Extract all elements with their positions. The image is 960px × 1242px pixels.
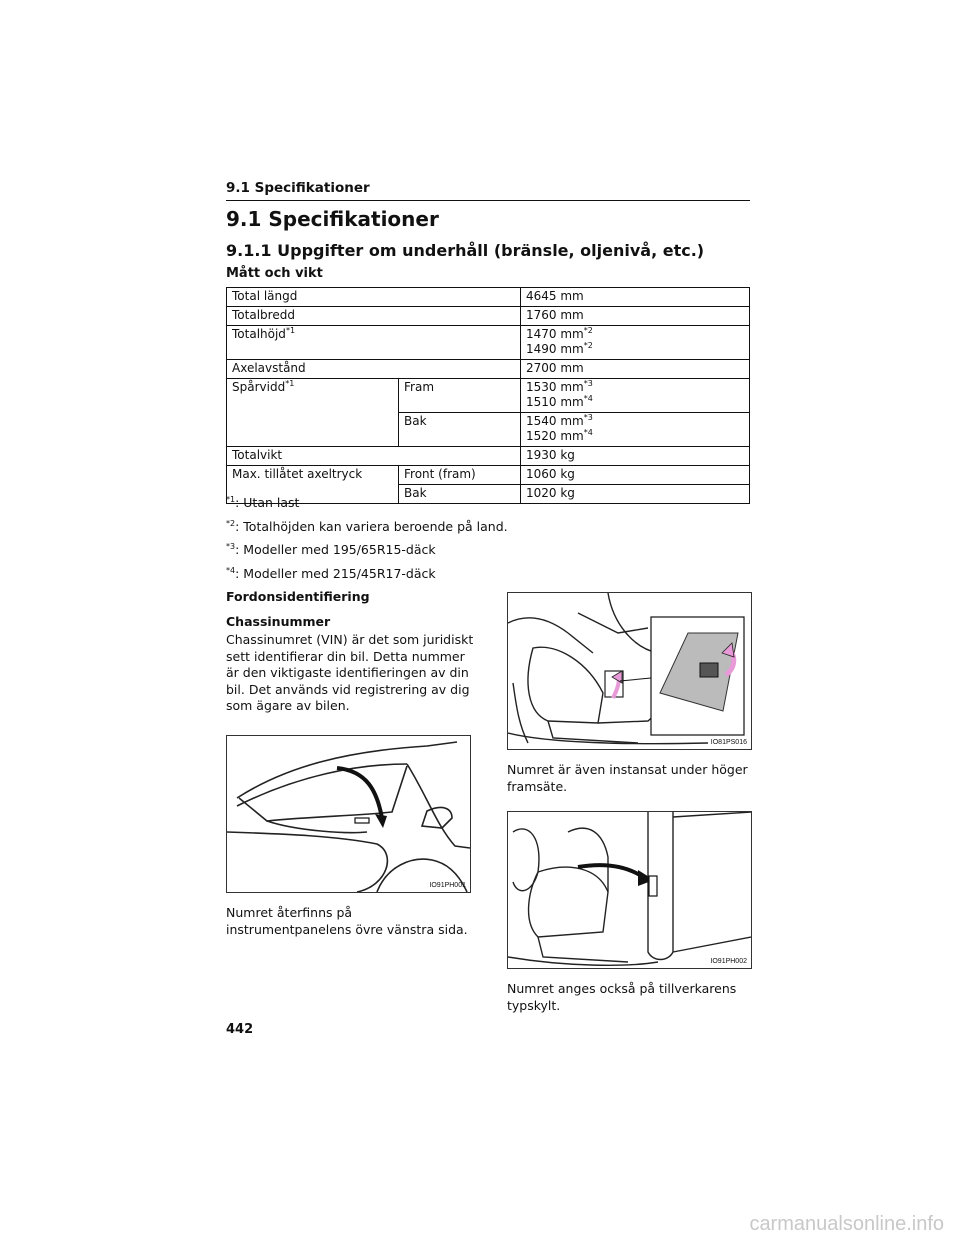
figure-caption: Numret anges också på tillverkarens typskylt. [507,981,737,1013]
row-sublabel: Bak [399,485,521,504]
figure-code: IO91PH001 [429,882,466,889]
under-seat-illustration [508,593,751,749]
section-title: 9.1 Specifikationer [226,207,439,231]
table-row [227,447,750,466]
table-row [227,326,750,360]
figure-under-seat [507,592,752,750]
running-header: 9.1 Specifikationer [226,180,750,201]
footnote: $^{*3}$: Modeller med 195/65R15-däck [226,542,436,558]
footnote: $^{*2}$: Totalhöjden kan variera beroende på land. [226,519,508,535]
row-value: 1020 kg [521,485,750,504]
figure-caption: Numret återfinns på instrumentpanelens övre vänstra sida. [226,905,468,937]
subsection-title: 9.1.1 Uppgifter om underhåll (bränsle, oljenivå, etc.) [226,241,705,260]
type-plate-illustration [508,812,751,968]
row-value: 1760 mm [521,307,750,326]
footnote: $^{*1}$: Utan last [226,495,300,511]
table-row [227,379,750,413]
row-value: 2700 mm [521,360,750,379]
row-sublabel: Fram [399,379,521,413]
row-label: Spårvidd$^{*1}$ [227,379,399,447]
row-value: 1530 $mm^{*3}$ 1510 $mm^{*4}$ [521,379,750,413]
row-value: 1060 kg [521,466,750,485]
figure-code: IO81PS016 [710,739,747,746]
row-sublabel: Bak [399,413,521,447]
table-row [227,360,750,379]
figure-code: IO91PH002 [710,958,747,965]
row-label: Axelavstånd [227,360,521,379]
figure-type-plate [507,811,752,969]
row-label: Totalvikt [227,447,521,466]
table-row [227,466,750,485]
figure-caption: Numret är även instansat under höger framsäte. [507,762,748,794]
row-value: 4645 mm [521,288,750,307]
table-row [227,307,750,326]
dashboard-illustration [227,736,470,892]
page-number: 442 [226,1022,254,1037]
row-label: Totalhöjd$^{*1}$ [227,326,521,360]
chassis-paragraph: Chassinumret (VIN) är det som juridiskt sett identifierar din bil. Detta nummer är den viktigaste identifieringen av din bil. Det används vid registrering av dig som ägare av bilen. [226,632,474,713]
row-value: 1930 kg [521,447,750,466]
row-label: Total längd [227,288,521,307]
table-row [227,288,750,307]
vehicle-id-heading: Fordonsidentifiering [226,589,370,604]
figure-dashboard [226,735,471,893]
spec-table [226,287,750,504]
row-sublabel: Front (fram) [399,466,521,485]
row-label: Max. tillåtet axeltryck [227,466,399,504]
row-value: 1470 $mm^{*2}$ 1490 $mm^{*2}$ [521,326,750,360]
chassis-heading: Chassinummer [226,614,331,629]
table-heading: Mått och vikt [226,266,323,281]
row-value: 1540 $mm^{*3}$ 1520 $mm^{*4}$ [521,413,750,447]
footnote: $^{*4}$: Modeller med 215/45R17-däck [226,566,436,582]
row-label: Totalbredd [227,307,521,326]
watermark: carmanualsonline.info [749,1213,944,1235]
